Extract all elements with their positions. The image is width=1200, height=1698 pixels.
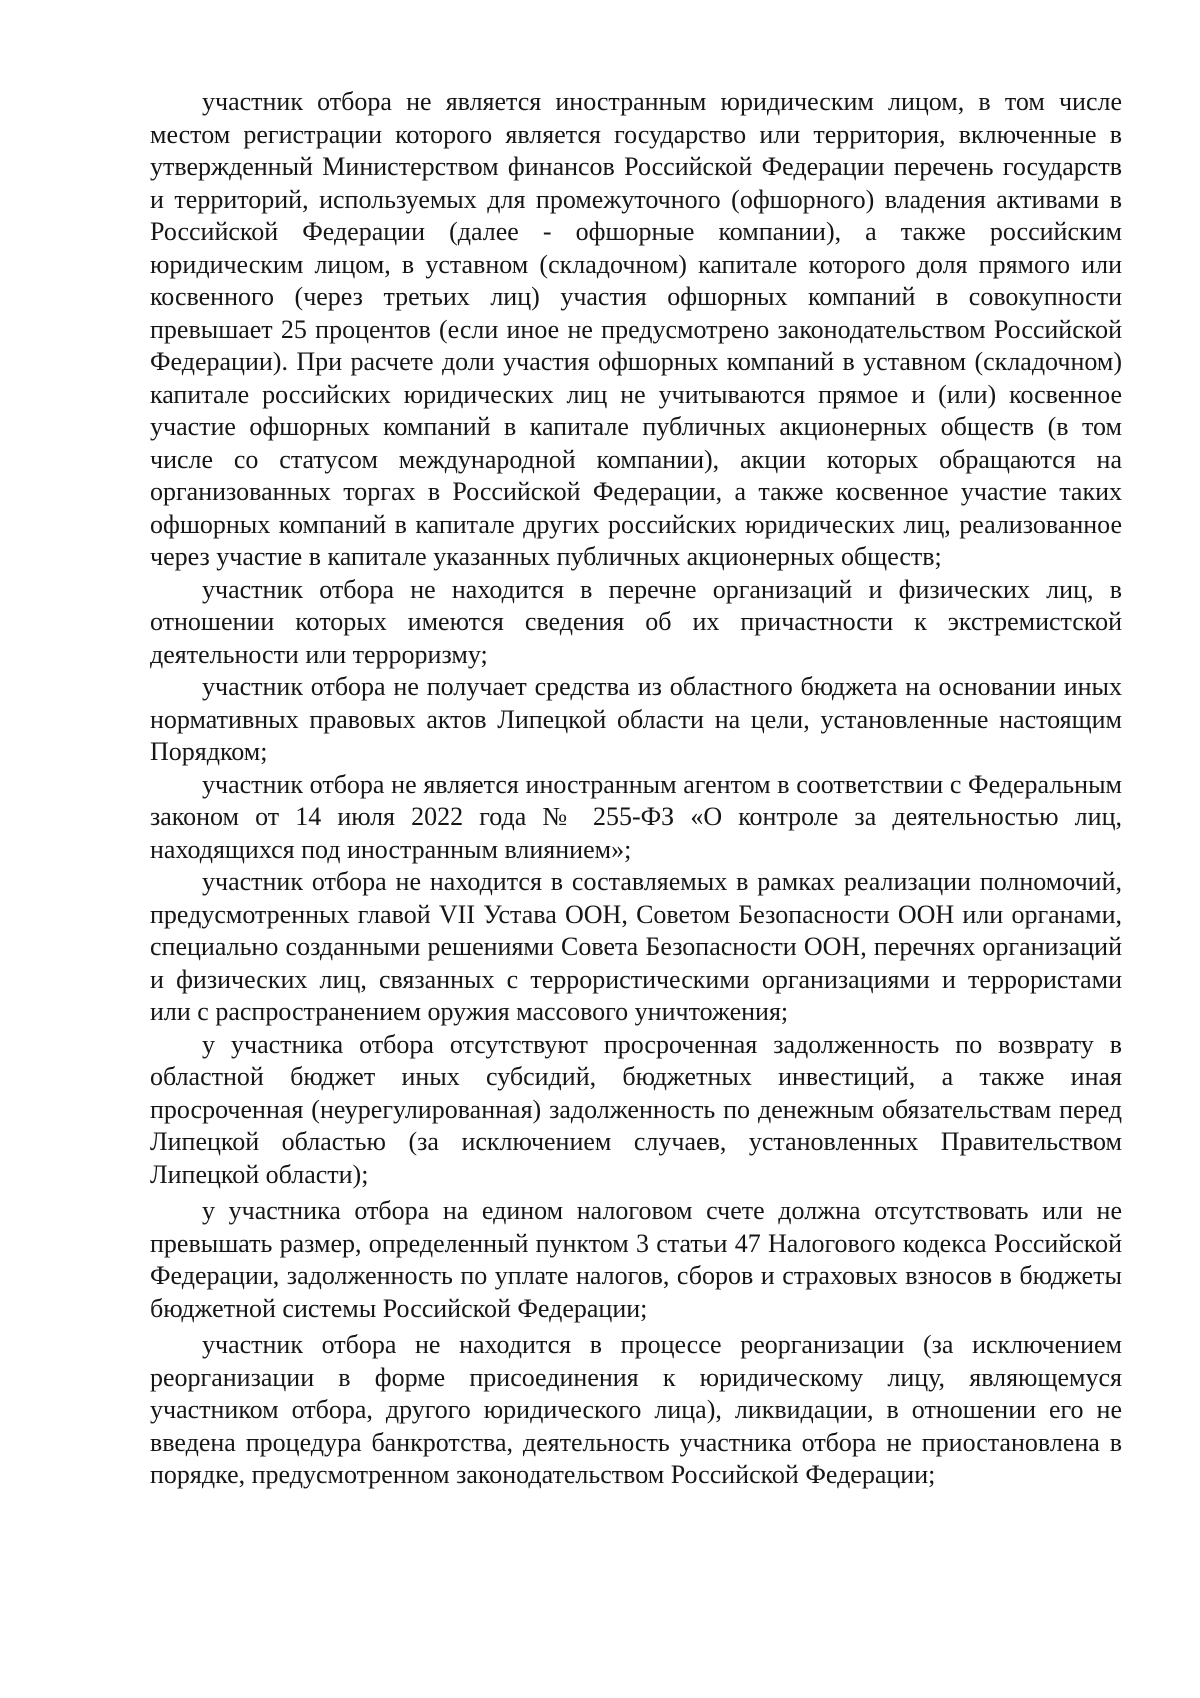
paragraph-overdue-debt: у участника отбора отсутствуют просроченная задолженность по возврату в областной бюджет иных субсидий, бюджетных инвестиций, а также иная просроченная (неурегулированная) задолженность по денежным обязательствам перед Липецкой областью (за исключением случаев, установленных Правительством Липецкой области); [150,1029,1122,1189]
paragraph-extremism-list: участник отбора не находится в перечне организаций и физических лиц, в отношении которых имеются сведения об их причастности к экстремистской деятельности или терроризму; [150,574,1122,669]
paragraph-foreign-agent: участник отбора не является иностранным агентом в соответствии с Федеральным законом от 14 июля 2022 года № 255-ФЗ «О контроле за деятельностью лиц, находящихся под иностранным влиянием»; [150,769,1122,864]
paragraph-tax-debt: у участника отбора на едином налоговом счете должна отсутствовать или не превышать размер, определенный пунктом 3 статьи 47 Налогового кодекса Российской Федерации, задолженность по уплате налогов, сборов и страховых взносов в бюджеты бюджетной системы Российской Федерации; [150,1196,1122,1323]
paragraph-regional-budget-funds: участник отбора не получает средства из областного бюджета на основании иных нормативных правовых актов Липецкой области на цели, установленные настоящим Порядком; [150,672,1122,766]
paragraph-un-sanctions-lists: участник отбора не находится в составляемых в рамках реализации полномочий, предусмотренных главой VII Устава ООН, Советом Безопасности ООН или органами, специально созданными решениями Совета Безопасности ООН, перечнях организаций и физических лиц, связанных с террористическими организациями и террористами или с распространением оружия массового уничтожения; [150,867,1122,1026]
document-page [150,86,1122,1492]
paragraph-offshore-companies: участник отбора не является иностранным юридическим лицом, в том числе местом регистрации которого является государство или территория, включенные в утвержденный Министерством финансов Российской Федерации перечень государств и территорий, используемых для промежуточного (офшорного) владения активами в Российской Федерации (далее - офшорные компании), а также российским юридическим лицом, в уставном (складочном) капитале которого доля прямого или косвенного (через третьих лиц) участия офшорных компаний в совокупности превышает 25 процентов (если иное не предусмотрено законодательством Российской Федерации). При расчете доли участия офшорных компаний в уставном (складочном) капитале российских юридических лиц не учитываются прямое и (или) косвенное участие офшорных компаний в капитале публичных акционерных обществ (в том числе со статусом международной компании), акции которых обращаются на организованных торгах в Российской Федерации, а также косвенное участие таких офшорных компаний в капитале других российских юридических лиц, реализованное через участие в капитале указанных публичных акционерных обществ; [150,87,1122,571]
paragraph-reorganization-liquidation: участник отбора не находится в процессе реорганизации (за исключением реорганизации в форме присоединения к юридическому лицу, являющемуся участником отбора, другого юридического лица), ликвидации, в отношении его не введена процедура банкротства, деятельность участника отбора не приостановлена в порядке, предусмотренном законодательством Российской Федерации; [150,1330,1122,1489]
